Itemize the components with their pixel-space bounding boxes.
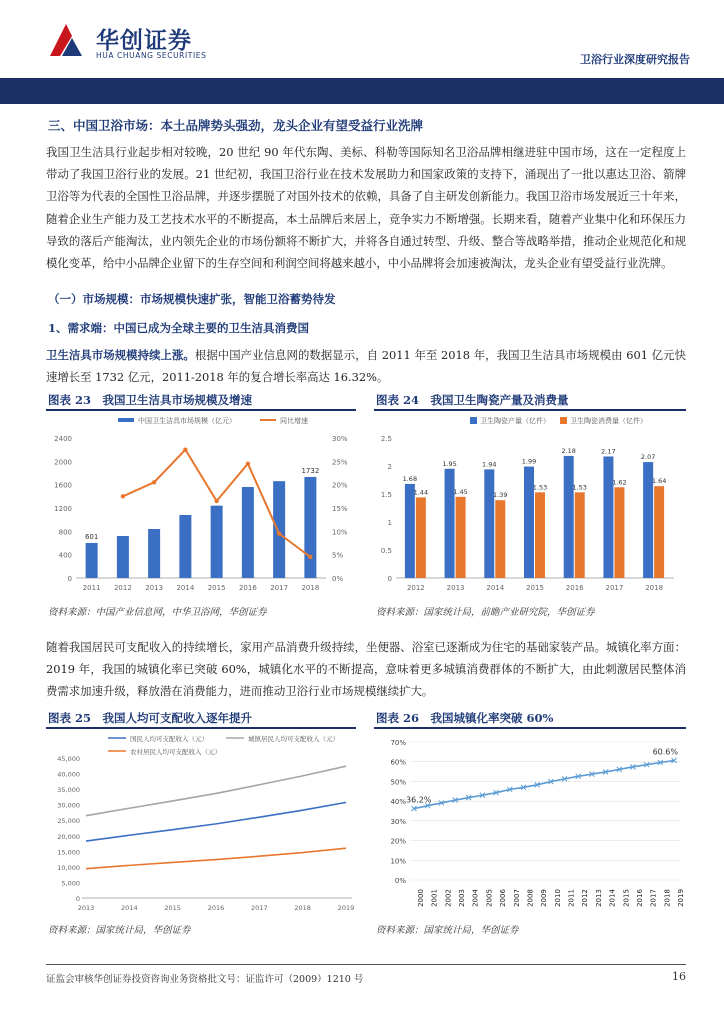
bar: [304, 477, 316, 578]
x-tick-label: 2011: [82, 584, 101, 592]
brand-name-cn: 华创证券: [96, 28, 192, 54]
series-line: [86, 766, 346, 815]
y-tick-label: 30%: [390, 817, 406, 826]
x-tick-label: 2011: [567, 889, 576, 907]
figure-26-title: 图表 26 我国城镇化率突破 60%: [376, 711, 554, 725]
y-tick-label: 1.5: [380, 491, 392, 499]
data-label: 1.94: [482, 460, 497, 469]
legend-label: 城镇居民人均可支配收入（元）: [248, 735, 339, 743]
legend-label: 同比增速: [280, 417, 308, 425]
x-tick-label: 2015: [622, 889, 631, 907]
bar: [86, 543, 98, 578]
x-tick-label: 2012: [113, 584, 132, 592]
footer-disclaimer: 证监会审核华创证券投资咨询业务资格批文号：证监许可（2009）1210 号: [46, 974, 364, 985]
figure-25-source: 资料来源：国家统计局，华创证券: [48, 925, 191, 936]
y-tick-label-right: 20%: [332, 481, 348, 490]
huachuang-logo-icon: [46, 20, 86, 60]
growth-point: [121, 494, 125, 498]
y-tick-label: 25,000: [57, 817, 80, 826]
data-label: 1.39: [493, 491, 508, 500]
figure-24-rule: [374, 409, 686, 411]
data-label: 1.62: [612, 478, 627, 487]
growth-point: [246, 461, 250, 465]
figure-25-chart: [46, 730, 358, 916]
y-tick-label-right: 25%: [332, 458, 348, 467]
legend-label: 国民人均可支配收入（元）: [130, 735, 208, 743]
data-label: 2.17: [601, 447, 616, 456]
data-label: 60.6%: [652, 747, 678, 757]
market-size-paragraph: [46, 344, 686, 388]
y-tick-label: 2: [387, 463, 392, 471]
report-type: 卫浴行业深度研究报告: [580, 53, 690, 66]
x-tick-label: 2015: [207, 584, 226, 592]
y-tick-label: 5,000: [61, 879, 80, 888]
y-tick-label: 400: [58, 551, 72, 560]
y-tick-label: 10%: [390, 857, 406, 866]
footer-rule: [46, 964, 686, 965]
x-tick-label: 2000: [417, 889, 425, 907]
x-tick-label: 2013: [594, 889, 603, 907]
figure-24-source: 资料来源：国家统计局，前瞻产业研究院，华创证券: [376, 607, 595, 618]
x-tick-label: 2014: [121, 904, 138, 912]
data-label: 1.68: [402, 474, 418, 483]
y-tick-label: 50%: [390, 778, 406, 787]
bar: [405, 484, 415, 578]
y-tick-label: 40%: [390, 798, 406, 807]
bar: [148, 529, 160, 578]
x-tick-label: 2008: [526, 889, 535, 907]
growth-point: [277, 531, 281, 535]
growth-point: [214, 499, 218, 503]
x-tick-label: 2016: [565, 584, 584, 592]
growth-point: [152, 480, 156, 484]
x-tick-label: 2003: [458, 889, 467, 907]
y-tick-label: 800: [58, 528, 72, 537]
data-label: 2.18: [561, 446, 576, 455]
section-title: 三、中国卫浴市场：本土品牌势头强劲，龙头企业有望受益行业洗牌: [48, 118, 424, 133]
y-tick-label-right: 0%: [332, 575, 344, 583]
y-tick-label: 15,000: [57, 848, 80, 857]
figure-24-chart: [374, 412, 686, 598]
y-tick-label: 20%: [390, 837, 406, 846]
bar: [273, 481, 285, 578]
bar: [614, 487, 624, 578]
bar: [575, 492, 585, 578]
x-tick-label: 2005: [485, 889, 494, 907]
x-tick-label: 2019: [677, 889, 685, 907]
bar: [416, 497, 426, 578]
figure-24-title: 图表 24 我国卫生陶瓷产量及消费量: [376, 393, 569, 407]
y-tick-label-right: 30%: [332, 435, 348, 443]
y-tick-label: 2400: [54, 435, 72, 443]
x-tick-label: 2014: [486, 584, 505, 592]
data-label: 1.53: [572, 483, 587, 492]
urbanization-paragraph: 随着我国居民可支配收入的持续增长，家用产品消费升级持续，坐便器、浴室已逐渐成为住宅的基础家装产品。城镇化率方面：2019 年，我国的城镇化率已突破 60%，城镇化水平的不断提高，意味着更多城镇消费群体的不断扩大，由此刺激居民整体消费需求加速升级，释放潜在消费能力，进而推动卫浴行业市场规模继续扩大。: [46, 640, 686, 699]
x-tick-label: 2014: [608, 889, 617, 907]
x-tick-label: 2017: [270, 584, 289, 592]
bar: [242, 487, 254, 578]
y-tick-label: 10,000: [57, 863, 80, 872]
x-tick-label: 2013: [446, 584, 465, 592]
y-tick-label: 70%: [390, 739, 406, 747]
data-label: 1.64: [651, 477, 667, 486]
bar: [445, 469, 455, 578]
header-band: [0, 78, 724, 104]
brand-name-en: HUA CHUANG SECURITIES: [96, 51, 207, 60]
page-header: [0, 0, 724, 78]
y-tick-label-right: 10%: [332, 528, 348, 537]
data-label: 1.44: [413, 488, 429, 497]
x-tick-label: 2010: [553, 889, 562, 907]
x-tick-label: 2016: [207, 904, 225, 912]
growth-point: [183, 447, 187, 451]
x-tick-label: 2014: [176, 584, 195, 592]
y-tick-label-right: 15%: [332, 505, 348, 513]
bar: [535, 492, 545, 578]
x-tick-label: 2018: [663, 889, 672, 907]
x-tick-label: 2007: [512, 889, 521, 907]
x-tick-label: 2001: [430, 889, 439, 907]
paragraph-lead: 卫生洁具市场规模持续上涨。: [46, 348, 195, 362]
y-tick-label: 0: [387, 575, 392, 583]
figure-23-title: 图表 23 我国卫生洁具市场规模及增速: [48, 393, 253, 407]
data-label: 1.45: [453, 487, 468, 496]
x-tick-label: 2004: [471, 889, 480, 907]
x-tick-label: 2018: [294, 904, 311, 912]
subsection-title: （一）市场规模：市场规模快速扩张，智能卫浴蓄势待发: [48, 292, 336, 306]
series-line: [86, 802, 346, 841]
legend-label: 农村居民人均可支配收入（元）: [130, 748, 221, 756]
paragraph-body: 根据中国产业信息网的数据显示，自 2011 年至 2018 年，我国卫生洁具市场规模由 601 亿元快速增长至 1732 亿元，2011-2018 年的复合增长率高达 16.32%。: [46, 348, 686, 385]
y-tick-label: 2000: [54, 458, 72, 467]
bar: [179, 515, 191, 578]
x-tick-label: 2018: [645, 584, 664, 592]
data-label: 2.07: [640, 453, 656, 462]
y-tick-label: 0%: [394, 877, 406, 885]
x-tick-label: 2019: [337, 904, 355, 912]
bar: [603, 456, 613, 578]
figure-23-rule: [46, 409, 356, 411]
series-line: [86, 848, 346, 869]
x-tick-label: 2016: [635, 889, 644, 907]
legend-swatch: [470, 417, 477, 424]
y-tick-label: 1200: [54, 505, 72, 513]
x-tick-label: 2013: [145, 584, 164, 592]
x-tick-label: 2018: [301, 584, 320, 592]
y-tick-label-right: 5%: [332, 551, 344, 560]
y-tick-label: 45,000: [57, 755, 80, 763]
subsubsection-title: 1、需求端：中国已成为全球主要的卫生洁具消费国: [48, 321, 309, 335]
legend-label: 卫生陶瓷消费量（亿件）: [570, 417, 647, 425]
y-tick-label: 30,000: [57, 801, 80, 810]
data-label: 36.2%: [406, 795, 432, 805]
bar: [117, 536, 129, 578]
figure-26-rule: [374, 727, 686, 729]
x-tick-label: 2015: [164, 904, 181, 912]
legend-swatch: [560, 417, 567, 424]
intro-paragraph: 我国卫生洁具行业起步相对较晚，20 世纪 90 年代东陶、美标、科勒等国际知名卫浴品牌相继进驻中国市场，这在一定程度上带动了我国卫浴行业的发展。21 世纪初，我国卫浴行业在技术发展助力和国家政策的支持下，涌现出了一批以惠达卫浴、箭牌卫浴等为代表的全国性卫浴品牌，并逐步摆脱了对国外技术的依赖，具备了自主研发创新能力。我国卫浴市场发展近三十年来，随着企业生产能力及工艺技术水平的不断提高，本土品牌后来居上，竞争实力不断增强。长期来看，随着产业集中化和环保压力导致的落后产能淘汰，业内领先企业的市场份额将不断扩大，并将各自通过转型、升级、整合等战略举措，推动企业规范化和规模化变革，给中小品牌企业留下的生存空间和利润空间将越来越小，中小品牌将会加速被淘汰，龙头企业有望受益行业洗牌。: [46, 145, 686, 271]
x-tick-label: 2012: [406, 584, 425, 592]
bar: [211, 506, 223, 578]
legend-label: 卫生陶瓷产量（亿件）: [480, 417, 550, 425]
x-tick-label: 2017: [605, 584, 624, 592]
legend-label: 中国卫生洁具市场规模（亿元）: [138, 417, 236, 425]
growth-point: [308, 555, 312, 559]
figure-25-title: 图表 25 我国人均可支配收入逐年提升: [48, 711, 253, 725]
figure-25-rule: [46, 727, 356, 729]
x-tick-label: 2002: [444, 889, 453, 907]
y-tick-label: 1600: [54, 481, 72, 490]
page-number: 16: [672, 970, 686, 983]
y-tick-label: 40,000: [57, 770, 80, 779]
figure-26-chart: [374, 730, 686, 916]
y-tick-label: 20,000: [57, 832, 80, 841]
x-tick-label: 2006: [499, 889, 508, 907]
bar: [456, 497, 466, 578]
bar: [564, 456, 574, 578]
y-tick-label: 35,000: [57, 786, 80, 795]
x-tick-label: 2009: [540, 889, 549, 907]
y-tick-label: 2.5: [380, 435, 392, 443]
data-label: 1732: [301, 466, 320, 475]
y-tick-label: 1: [387, 519, 392, 527]
figure-23-source: 资料来源：中国产业信息网，中华卫浴网，华创证券: [48, 607, 267, 618]
x-tick-label: 2017: [251, 904, 268, 912]
x-tick-label: 2013: [77, 904, 95, 912]
data-label: 1.99: [521, 457, 537, 466]
figure-26-source: 资料来源：国家统计局，华创证券: [376, 925, 519, 936]
bar: [484, 469, 494, 578]
bar: [495, 500, 505, 578]
bar: [654, 486, 664, 578]
legend-swatch-bar: [118, 418, 134, 422]
data-label: 1.95: [442, 459, 457, 468]
y-tick-label: 0: [75, 895, 80, 903]
figure-23-chart: [46, 412, 358, 598]
data-label: 1.53: [532, 483, 548, 492]
y-tick-label: 0: [67, 575, 72, 583]
x-tick-label: 2015: [526, 584, 544, 592]
data-label: 601: [84, 532, 99, 541]
y-tick-label: 60%: [390, 758, 406, 767]
x-tick-label: 2016: [238, 584, 257, 592]
y-tick-label: 0.5: [380, 547, 392, 555]
x-tick-label: 2017: [649, 889, 658, 907]
x-tick-label: 2012: [581, 889, 590, 907]
